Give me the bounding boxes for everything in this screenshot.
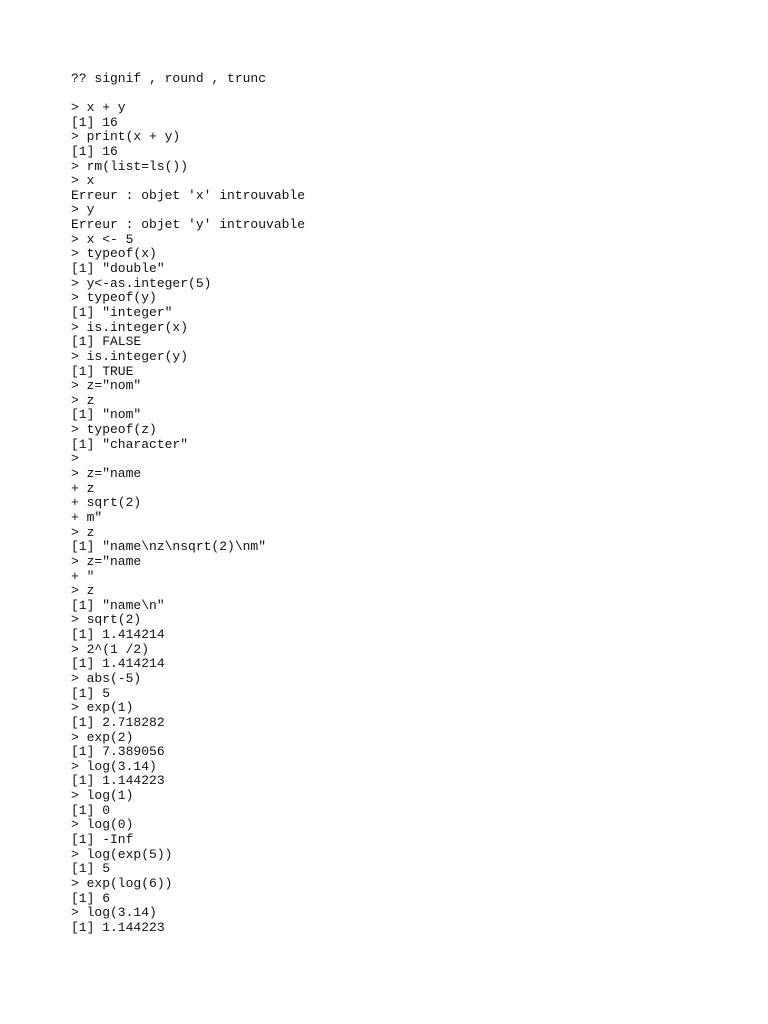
console-line: [1] "integer" — [71, 304, 173, 320]
console-line: > x + y — [71, 100, 126, 115]
console-line: [1] 16 — [71, 114, 118, 130]
console-line: [1] TRUE — [71, 363, 134, 379]
console-line: > x — [71, 173, 95, 189]
console-line: [1] 5 — [71, 685, 111, 701]
console-line: > sqrt(2) — [71, 612, 142, 628]
console-line: > z — [71, 392, 95, 408]
console-line: > exp(1) — [71, 700, 134, 716]
console-line: > log(3.14) — [71, 758, 157, 774]
console-line: Erreur : objet 'y' introuvable — [71, 217, 306, 233]
console-line: > typeof(z) — [71, 422, 157, 438]
console-line: > is.integer(y) — [71, 348, 189, 364]
console-line: [1] 7.389056 — [71, 744, 165, 760]
console-line: > x <- 5 — [71, 231, 134, 247]
console-line: [1] FALSE — [71, 334, 142, 350]
console-line: + " — [71, 568, 95, 584]
console-line: > typeof(y) — [71, 290, 157, 306]
console-line: + z — [71, 480, 95, 496]
console-transcript — [71, 101, 305, 936]
console-line: [1] 0 — [71, 802, 111, 818]
console-line: > print(x + y) — [71, 129, 181, 145]
console-line: > y — [71, 202, 95, 218]
console-line: > z — [71, 583, 95, 599]
console-line: [1] 1.414214 — [71, 627, 165, 643]
console-line: > rm(list=ls()) — [71, 158, 189, 174]
console-line: > typeof(x) — [71, 246, 157, 262]
console-line: > z="nom" — [71, 378, 142, 394]
console-line: > — [71, 451, 79, 467]
console-line: [1] 6 — [71, 890, 111, 906]
console-line: [1] "character" — [71, 436, 189, 452]
console-line: > z="name — [71, 466, 142, 482]
console-line: > log(1) — [71, 788, 134, 804]
console-line: [1] "nom" — [71, 407, 142, 423]
console-line: Erreur : objet 'x' introuvable — [71, 187, 306, 203]
console-line: [1] 2.718282 — [71, 714, 165, 730]
console-line: [1] 1.414214 — [71, 656, 165, 672]
console-line: > abs(-5) — [71, 670, 142, 686]
console-line: > is.integer(x) — [71, 319, 189, 335]
console-line: + m" — [71, 509, 103, 525]
console-line: > log(exp(5)) — [71, 846, 173, 862]
console-line: [1] 16 — [71, 143, 118, 159]
console-line: + sqrt(2) — [71, 495, 142, 511]
document-heading: ?? signif , round , trunc — [71, 71, 267, 86]
console-line: > log(0) — [71, 817, 134, 833]
console-line: [1] 1.144223 — [71, 919, 165, 935]
console-line: > exp(log(6)) — [71, 875, 173, 891]
console-line: > y<-as.integer(5) — [71, 275, 212, 291]
console-line: > z="name — [71, 553, 142, 569]
console-line: [1] "name\nz\nsqrt(2)\nm" — [71, 539, 267, 555]
console-line: > exp(2) — [71, 729, 134, 745]
console-line: > 2^(1 /2) — [71, 641, 150, 657]
console-line: [1] 5 — [71, 861, 111, 877]
console-line: [1] "name\n" — [71, 597, 165, 613]
console-line: > log(3.14) — [71, 905, 157, 921]
console-line: [1] -Inf — [71, 832, 134, 848]
console-line: > z — [71, 524, 95, 540]
console-line: [1] 1.144223 — [71, 773, 165, 789]
console-line: [1] "double" — [71, 261, 165, 277]
